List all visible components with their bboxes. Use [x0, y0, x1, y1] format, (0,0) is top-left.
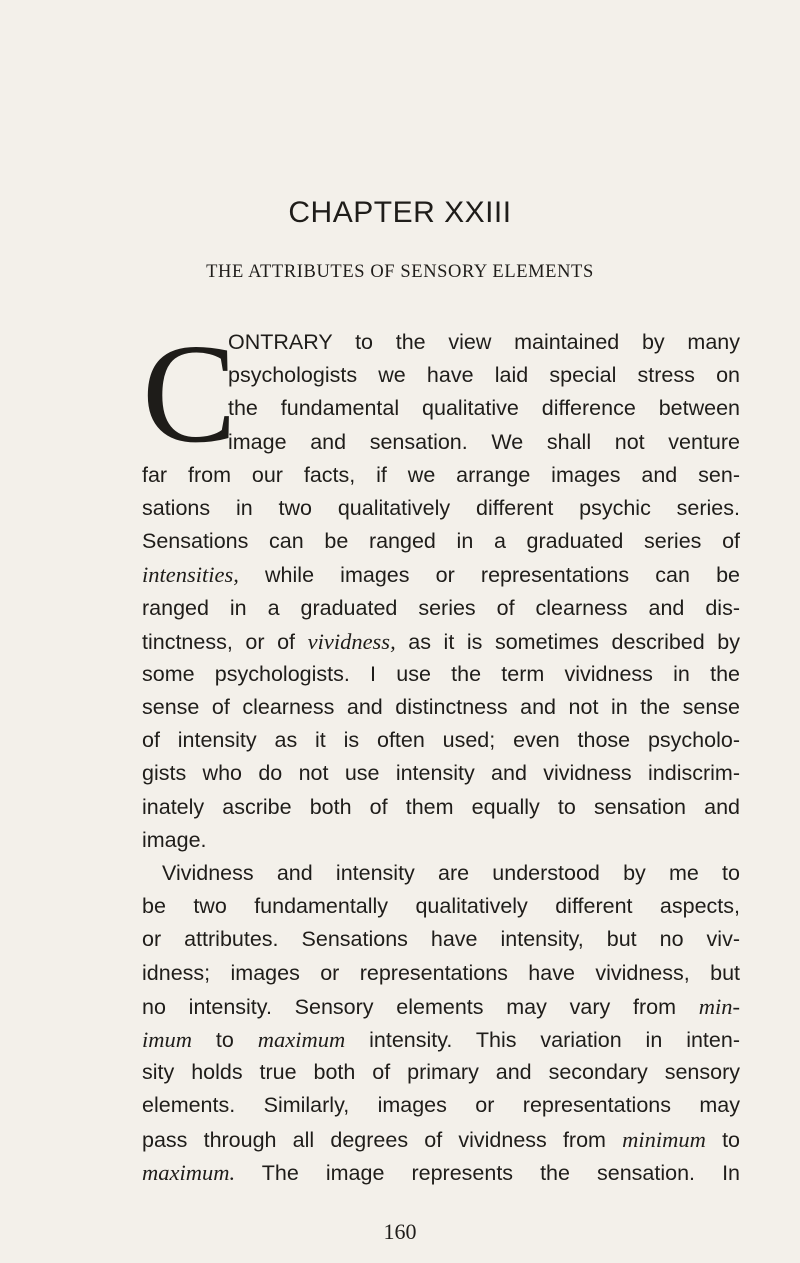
text-line: sity holds true both of primary and secondary sensory: [142, 1060, 740, 1085]
text-line: sations in two qualitatively different psychic series.: [142, 495, 740, 520]
text-line: some psychologists. I use the term vividness in the: [142, 661, 740, 686]
text-line: maximum. The image represents the sensation. In: [142, 1159, 740, 1185]
italic-term: minimum: [622, 1126, 706, 1152]
text-line: of intensity as it is often used; even those psycholo-: [142, 728, 740, 753]
body-text: [142, 326, 740, 1189]
text-line: ONTRARY to the view maintained by many: [228, 330, 740, 354]
text-line: idness; images or representations have vividness, but: [142, 960, 740, 985]
italic-term: maximum.: [142, 1159, 236, 1185]
italic-term: min-: [698, 993, 740, 1019]
text-line: gists who do not use intensity and vividness indiscrim-: [142, 761, 740, 786]
text-line: elements. Similarly, images or representations may: [142, 1093, 740, 1118]
italic-term: imum: [142, 1026, 192, 1052]
text-line: inately ascribe both of them equally to sensation and: [142, 794, 740, 819]
text-line: imum to maximum intensity. This variation in inten-: [142, 1026, 740, 1052]
italic-term: intensities,: [142, 562, 239, 588]
italic-term: vividness,: [307, 628, 396, 654]
section-title: THE ATTRIBUTES OF SENSORY ELEMENTS: [206, 262, 594, 282]
text-line: ranged in a graduated series of clearness and dis-: [142, 595, 740, 620]
drop-cap: C: [142, 314, 237, 472]
text-line: Vividness and intensity are understood by me to: [162, 861, 740, 885]
text-line: Sensations can be ranged in a graduated series of: [142, 529, 740, 554]
text-line: no intensity. Sensory elements may vary from min-: [142, 993, 740, 1019]
text-line: image and sensation. We shall not venture: [228, 429, 740, 454]
text-line: intensities, while images or representations can be: [142, 562, 740, 588]
text-line: or attributes. Sensations have intensity, but no viv-: [142, 927, 740, 952]
page-number: 160: [383, 1219, 417, 1244]
text-line: pass through all degrees of vividness from minimum to: [142, 1126, 740, 1152]
text-line: sense of clearness and distinctness and not in the sense: [142, 695, 740, 720]
italic-term: maximum: [257, 1026, 346, 1052]
text-line: image.: [142, 827, 207, 852]
text-line: tinctness, or of vividness, as it is sometimes described by: [142, 628, 740, 654]
text-line: be two fundamentally qualitatively different aspects,: [142, 894, 740, 919]
chapter-title: CHAPTER XXIII: [288, 196, 512, 229]
text-line: the fundamental qualitative difference between: [228, 396, 740, 421]
text-line: psychologists we have laid special stress on: [228, 363, 740, 388]
text-line: far from our facts, if we arrange images and sen-: [142, 462, 740, 487]
